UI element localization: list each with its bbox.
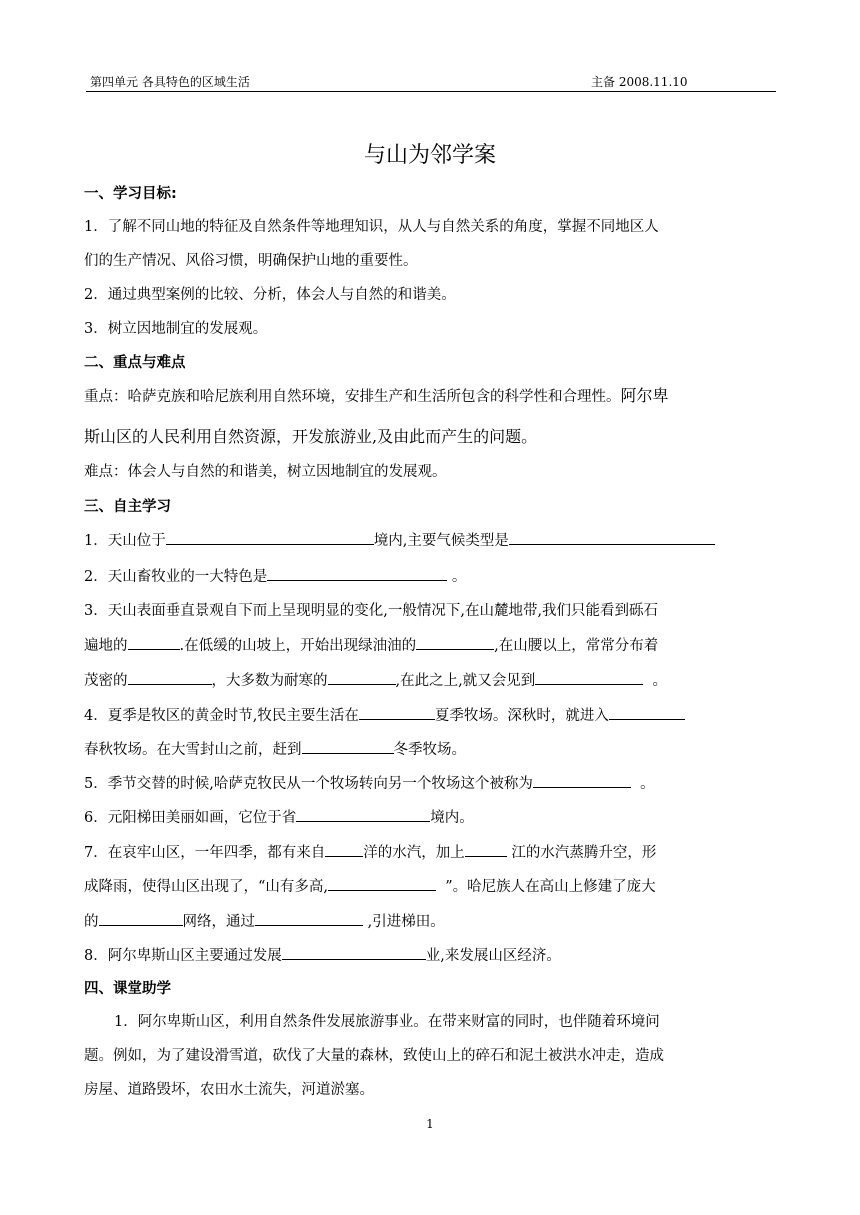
question-4-text: 4．夏季是牧区的黄金时节,牧民主要生活在 <box>84 708 359 724</box>
answer-blank[interactable] <box>416 634 494 650</box>
question-7-text: 江的水汽蒸腾升空，形 <box>511 845 657 861</box>
answer-blank[interactable] <box>328 669 396 685</box>
header-unit-title: 第四单元 各具特色的区域生活 <box>90 75 250 89</box>
question-7-line-1 <box>84 841 656 864</box>
answer-blank[interactable] <box>609 704 685 720</box>
question-7-line-3 <box>84 910 445 933</box>
question-7-text: ”。哈尼族人在高山上修建了庞大 <box>445 879 656 895</box>
answer-blank[interactable] <box>465 841 507 857</box>
question-2-text: 。 <box>451 569 467 585</box>
question-3-text: 。 <box>652 673 667 689</box>
keypoint-text: 重点：哈萨克族和哈尼族利用自然环境，安排生产和生活所包含的科学性和合理性。 <box>84 389 621 405</box>
question-5-text: 。 <box>640 776 655 792</box>
keypoint-line-1 <box>84 385 669 408</box>
document-title: 与山为邻学案 <box>363 143 496 168</box>
question-5-text: 5．季节交替的时候,哈萨克牧民从一个牧场转向另一个牧场这个被称为 <box>84 776 533 792</box>
question-3-text: ，大多数为耐寒的 <box>211 673 328 689</box>
question-6 <box>84 806 474 829</box>
answer-blank[interactable] <box>509 529 715 545</box>
goal-2: 2．通过典型案例的比较、分析，体会人与自然的和谐美。 <box>84 287 456 303</box>
header-rule <box>86 91 776 92</box>
question-2 <box>84 565 466 588</box>
difficulty-line: 难点：体会人与自然的和谐美，树立因地制宜的发展观。 <box>84 464 447 480</box>
keypoint-line-2: 斯山区的人民利用自然资源，开发旅游业,及由此而产生的问题。 <box>84 427 538 446</box>
question-3-text: .在低缓的山坡上，开始出现绿油油的 <box>179 638 417 654</box>
header-author-date: 主备 2008.11.10 <box>591 75 688 89</box>
assist-paragraph-line-3: 房屋、道路毁坏，农田水土流失，河道淤塞。 <box>84 1082 374 1098</box>
answer-blank[interactable] <box>359 704 435 720</box>
question-1-text: 1．天山位于 <box>84 533 166 549</box>
answer-blank[interactable] <box>267 565 447 581</box>
question-7-text: 的 <box>84 914 99 930</box>
page-number: 1 <box>426 1117 434 1131</box>
answer-blank[interactable] <box>535 669 643 685</box>
question-6-text: 境内。 <box>430 810 474 826</box>
question-7-text: 网络，通过 <box>182 914 255 930</box>
section-heading-class-assist: 四、课堂助学 <box>84 981 171 997</box>
question-5 <box>84 772 655 795</box>
question-7-line-2 <box>84 875 656 898</box>
question-8-text: 8．阿尔卑斯山区主要通过发展 <box>84 948 282 964</box>
question-3-line-3 <box>84 669 667 692</box>
answer-blank[interactable] <box>99 910 183 926</box>
section-heading-self-study: 三、自主学习 <box>84 499 171 515</box>
question-4-line-1 <box>84 704 685 727</box>
assist-paragraph-line-1: 1．阿尔卑斯山区，利用自然条件发展旅游事业。在带来财富的同时，也伴随着环境问 <box>114 1014 660 1030</box>
answer-blank[interactable] <box>282 944 426 960</box>
answer-blank[interactable] <box>128 669 212 685</box>
answer-blank[interactable] <box>166 529 374 545</box>
goal-1-line-2: 们的生产情况、风俗习惯，明确保护山地的重要性。 <box>84 253 418 269</box>
question-4-text: 夏季牧场。深秋时，就进入 <box>434 708 609 724</box>
question-4-text: 春秋牧场。在大雪封山之前，赶到 <box>84 742 302 758</box>
question-7-text: ,引进梯田。 <box>367 914 445 930</box>
question-1-text: 境内,主要气候类型是 <box>373 533 509 549</box>
question-3-text: ,在此之上,就又会见到 <box>395 673 536 689</box>
answer-blank[interactable] <box>302 738 394 754</box>
question-3-text: ,在山腰以上，常常分布着 <box>494 638 659 654</box>
answer-blank[interactable] <box>296 806 430 822</box>
question-3-text: 遍地的 <box>84 638 128 654</box>
question-3-line-2 <box>84 634 658 657</box>
keypoint-text-large: 阿尔卑 <box>620 386 669 405</box>
answer-blank[interactable] <box>328 875 436 891</box>
answer-blank[interactable] <box>533 772 631 788</box>
answer-blank[interactable] <box>255 910 363 926</box>
question-7-text: 洋的水汽，加上 <box>363 845 465 861</box>
goal-3: 3．树立因地制宜的发展观。 <box>84 321 268 337</box>
goal-1-line-1: 1．了解不同山地的特征及自然条件等地理知识，从人与自然关系的角度，掌握不同地区人 <box>84 219 659 235</box>
section-heading-keypoints: 二、重点与难点 <box>84 355 186 371</box>
question-1 <box>84 529 715 552</box>
question-3-text: 茂密的 <box>84 673 128 689</box>
question-3-line-1: 3．天山表面垂直景观自下而上呈现明显的变化,一般情况下,在山麓地带,我们只能看到砾石 <box>84 603 659 619</box>
assist-paragraph-line-2: 题。例如，为了建设滑雪道，砍伐了大量的森林，致使山上的碎石和泥土被洪水冲走，造成 <box>84 1048 664 1064</box>
question-7-text: 成降雨，使得山区出现了，“山有多高, <box>84 879 329 895</box>
answer-blank[interactable] <box>128 634 180 650</box>
section-heading-goals: 一、学习目标: <box>84 186 177 202</box>
question-8 <box>84 944 561 967</box>
question-7-text: 7．在哀牢山区，一年四季，都有来自 <box>84 845 326 861</box>
question-2-text: 2．天山畜牧业的一大特色是 <box>84 569 268 585</box>
page-header <box>86 74 776 90</box>
question-4-line-2 <box>84 738 466 761</box>
answer-blank[interactable] <box>325 841 363 857</box>
question-6-text: 6．元阳梯田美丽如画，它位于省 <box>84 810 297 826</box>
question-4-text: 冬季牧场。 <box>393 742 466 758</box>
question-8-text: 业,来发展山区经济。 <box>425 948 561 964</box>
